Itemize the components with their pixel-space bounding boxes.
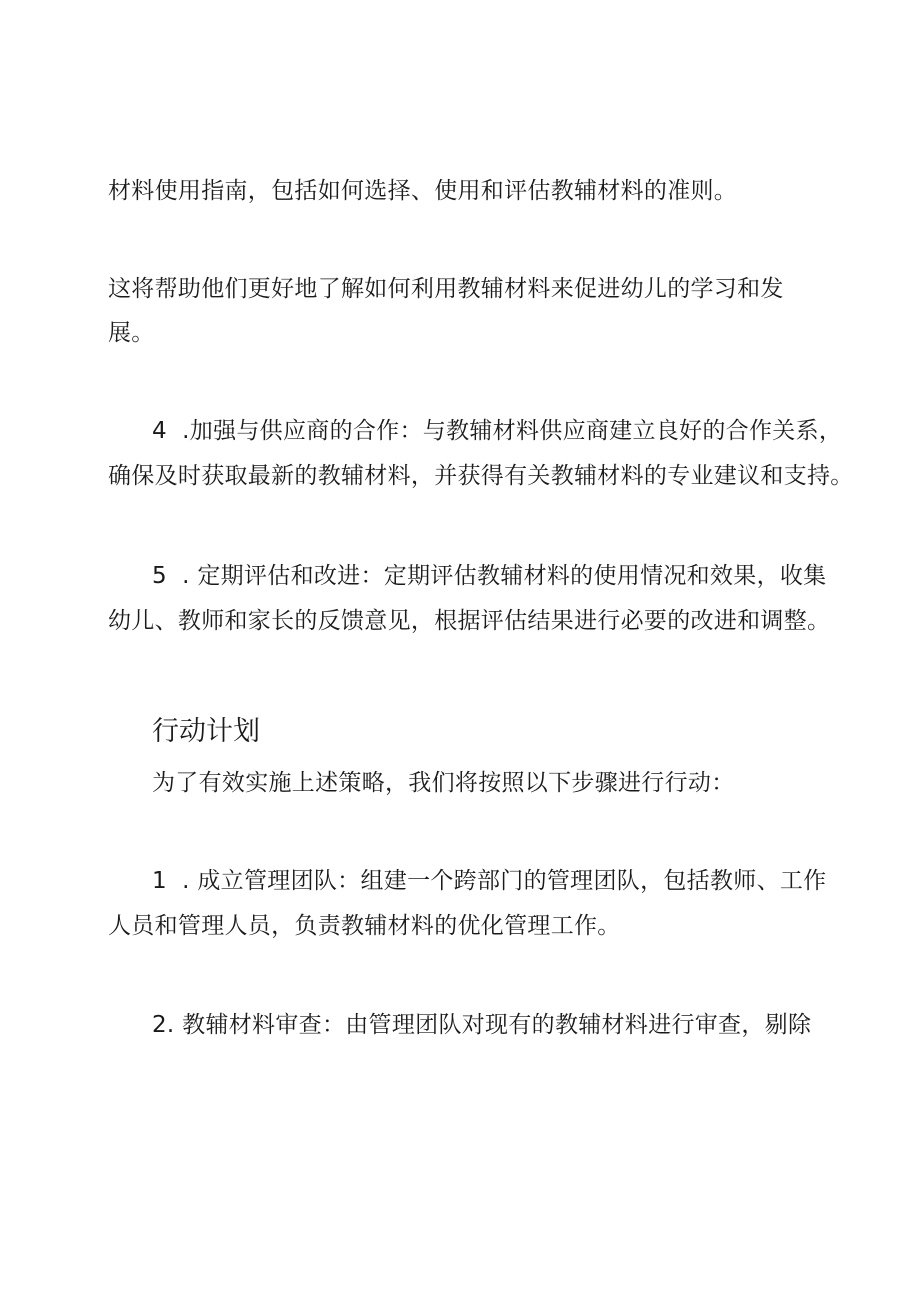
list-item-4-line-2: 确保及时获取最新的教辅材料，并获得有关教辅材料的专业建议和支持。 [108, 463, 854, 489]
paragraph-benefit-line-2: 展。 [108, 320, 155, 346]
list-item-5-line-1: 5 . 定期评估和改进：定期评估教辅材料的使用情况和效果，收集 [152, 563, 827, 589]
step-2-line-1: 2. 教辅材料审查：由管理团队对现有的教辅材料进行审查，剔除 [152, 1012, 812, 1038]
section-intro: 为了有效实施上述策略，我们将按照以下步骤进行行动： [152, 770, 735, 796]
step-1-line-2: 人员和管理人员，负责教辅材料的优化管理工作。 [108, 913, 621, 939]
paragraph-benefit-line-1: 这将帮助他们更好地了解如何利用教辅材料来促进幼儿的学习和发 [108, 276, 784, 302]
paragraph-guideline-line-1: 材料使用指南，包括如何选择、使用和评估教辅材料的准则。 [108, 178, 738, 204]
step-1-line-1: 1 . 成立管理团队：组建一个跨部门的管理团队，包括教师、工作 [152, 868, 827, 894]
section-heading: 行动计划 [152, 716, 260, 747]
list-item-4-line-1: 4 .加强与供应商的合作：与教辅材料供应商建立良好的合作关系， [152, 418, 843, 444]
list-item-5-line-2: 幼儿、教师和家长的反馈意见，根据评估结果进行必要的改进和调整。 [108, 608, 831, 634]
